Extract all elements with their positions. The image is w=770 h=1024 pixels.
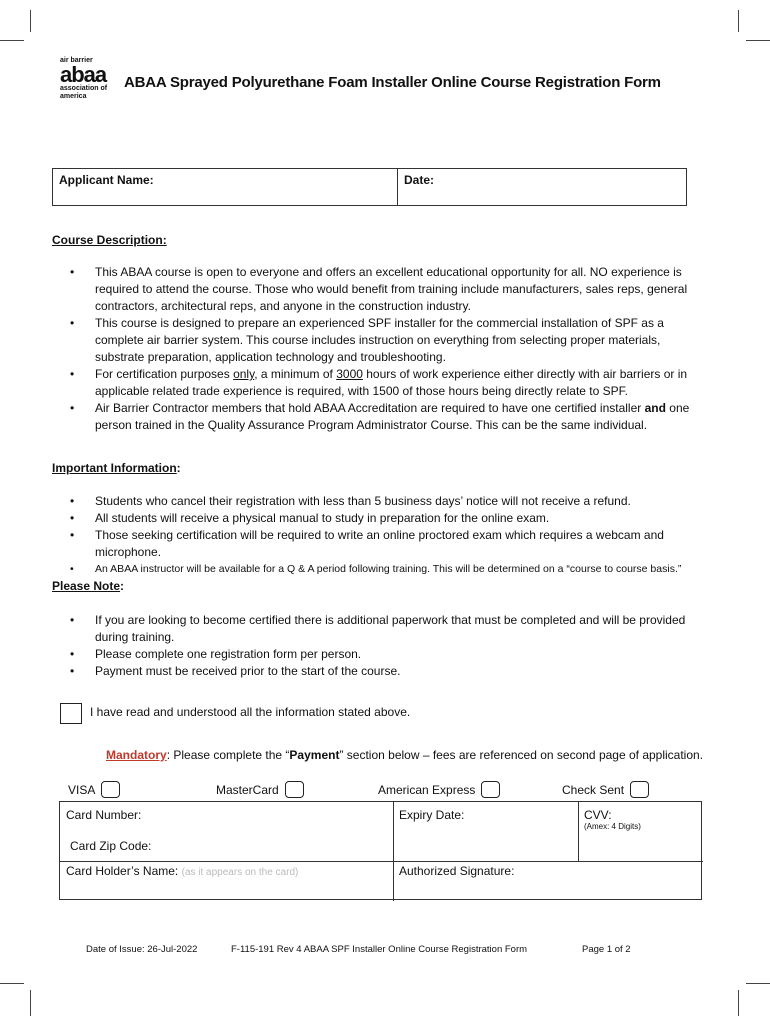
page-title: ABAA Sprayed Polyurethane Foam Installer Online Course Registration Form [124, 74, 661, 91]
mandatory-label: Mandatory [106, 748, 167, 762]
mastercard-checkbox[interactable] [285, 781, 304, 798]
list-item: • An ABAA instructor will be available for a Q & A period following training. This will be determined on a “course to course basis.” [70, 561, 730, 578]
important-information-list [70, 493, 730, 578]
abaa-logo [60, 57, 116, 107]
card-zip-label: Card Zip Code: [70, 839, 152, 853]
date-field[interactable] [398, 169, 440, 205]
cvv-label: CVV: [584, 808, 612, 822]
divider [393, 861, 394, 901]
amex-option[interactable] [378, 781, 500, 798]
divider [60, 861, 703, 862]
visa-label: VISA [68, 782, 96, 797]
signature-field[interactable] [399, 864, 514, 878]
list-item [70, 366, 710, 400]
list-item: • All students will receive a physical manual to study in preparation for the online exam. [70, 510, 730, 527]
list-item: • This ABAA course is open to everyone and offers an excellent educational opportunity for all. NO experience is required to attend the course. Those who would benefit from training include manufacturers, sales reps, general contractors, architectural reps, and anyone in the construction industry. [70, 264, 710, 315]
text-span: Payment [289, 748, 340, 762]
applicant-box [52, 168, 687, 206]
card-details-table [59, 801, 702, 900]
acknowledge-checkbox[interactable] [60, 703, 82, 724]
crop-mark [30, 10, 31, 32]
logo-mark: abaa [60, 62, 107, 87]
text-span: and [644, 401, 666, 415]
card-number-field[interactable] [66, 808, 141, 822]
please-note-heading-text: Please Note [52, 579, 121, 593]
logo-line2: association of [60, 85, 108, 92]
card-holder-field[interactable] [66, 864, 298, 878]
expiry-date-field[interactable] [399, 808, 464, 822]
list-item: • Students who cancel their registration with less than 5 business days’ notice will not receive a refund. [70, 493, 730, 510]
acknowledge-label: I have read and understood all the information stated above. [90, 705, 411, 719]
footer-form-id: F-115-191 Rev 4 ABAA SPF Installer Online Course Registration Form [231, 944, 528, 955]
text-span: one person trained in the Quality Assurance Program Administrator Course. This can be the same individual. [95, 401, 690, 432]
applicant-name-label: Applicant Name: [59, 173, 154, 187]
cvv-note: (Amex: 4 Digits) [584, 822, 641, 831]
footer-issue-date: Date of Issue: 26-Jul-2022 [86, 944, 198, 955]
card-number-label: Card Number: [66, 808, 142, 822]
course-description-list [70, 264, 710, 434]
expiry-date-label: Expiry Date: [399, 808, 465, 822]
important-heading-text: Important Information [52, 461, 177, 475]
mastercard-label: MasterCard [216, 782, 279, 797]
crop-mark [0, 983, 24, 984]
mandatory-note [106, 748, 703, 762]
logo-line1: air barrier [60, 57, 93, 64]
card-holder-note: (as it appears on the card) [181, 867, 299, 878]
visa-checkbox[interactable] [101, 781, 120, 798]
visa-option[interactable] [68, 781, 120, 798]
heading-colon: : [120, 579, 125, 593]
crop-mark [0, 40, 24, 41]
list-item: • This course is designed to prepare an experienced SPF installer for the commercial installation of SPF as a complete air barrier system. This course includes instruction on everything from selecting proper materials, substrate preparation, application technology and troubleshooting. [70, 315, 710, 366]
signature-label: Authorized Signature: [399, 864, 515, 878]
text-span: : Please complete the “ [166, 748, 290, 762]
list-item: • Please complete one registration form per person. [70, 646, 710, 663]
text-span: hours of work experience either directly with air barriers or in applicable related trade experience is required, with 1500 of those hours being directly relate to SPF. [95, 367, 688, 398]
text-span: 3000 [336, 367, 363, 381]
mastercard-option[interactable] [216, 781, 304, 798]
crop-mark [30, 990, 31, 1016]
crop-mark [738, 10, 739, 32]
divider [578, 802, 579, 861]
text-span: only [233, 367, 255, 381]
list-item [70, 400, 710, 434]
important-information-heading [52, 461, 181, 475]
text-span: For certification purposes [95, 367, 234, 381]
text-span: Air Barrier Contractor members that hold ABAA Accreditation are required to have one certified installer [95, 401, 645, 415]
logo-line3: america [60, 93, 87, 100]
text-span: ” section below – fees are referenced on second page of application. [339, 748, 704, 762]
please-note-list [70, 612, 710, 680]
card-zip-field[interactable] [70, 839, 151, 853]
heading-colon: : [176, 461, 181, 475]
text-span: , a minimum of [254, 367, 337, 381]
date-label: Date: [404, 173, 435, 187]
applicant-name-field[interactable] [53, 169, 398, 205]
list-item: • Payment must be received prior to the start of the course. [70, 663, 710, 680]
course-description-heading [52, 233, 167, 247]
crop-mark [738, 990, 739, 1016]
list-item: • Those seeking certification will be required to write an online proctored exam which requires a webcam and microphone. [70, 527, 730, 561]
amex-checkbox[interactable] [481, 781, 500, 798]
crop-mark [746, 983, 770, 984]
crop-mark [746, 40, 770, 41]
please-note-heading [52, 579, 124, 593]
check-sent-label: Check Sent [562, 782, 625, 797]
card-holder-label: Card Holder’s Name: [66, 864, 179, 878]
footer-page-number: Page 1 of 2 [582, 944, 631, 955]
check-sent-option[interactable] [562, 781, 649, 798]
check-sent-checkbox[interactable] [630, 781, 649, 798]
course-heading-text: Course Description: [52, 233, 167, 247]
divider [393, 802, 394, 861]
amex-label: American Express [378, 782, 476, 797]
cvv-field[interactable] [584, 808, 641, 831]
list-item: • If you are looking to become certified there is additional paperwork that must be completed and will be provided during training. [70, 612, 710, 646]
